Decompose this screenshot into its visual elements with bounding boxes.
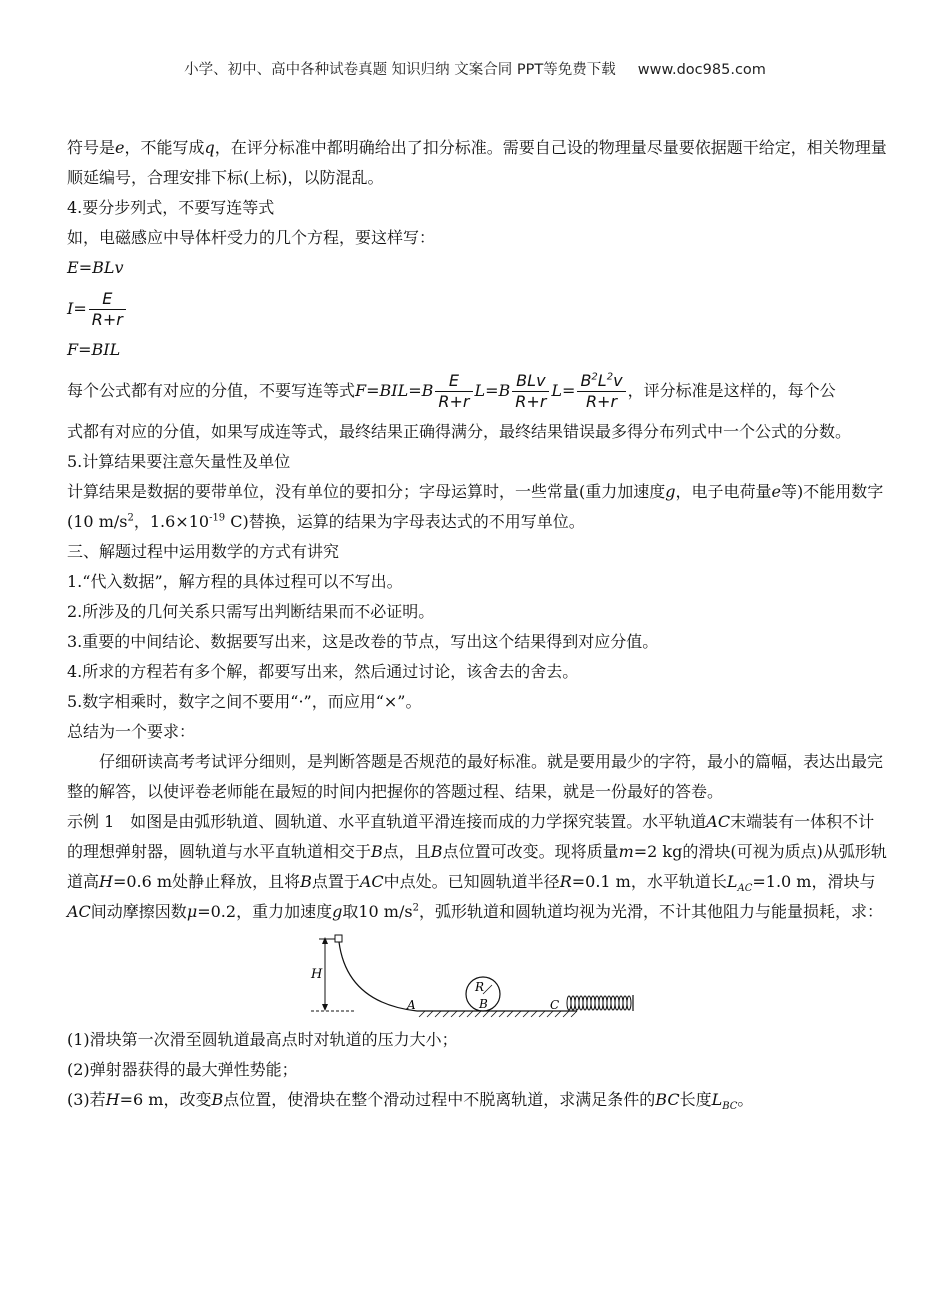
label-b: B bbox=[479, 997, 488, 1011]
equation-emf: E=BLv bbox=[67, 258, 124, 277]
section-4-title: 4.要分步列式，不要写连等式 bbox=[67, 198, 275, 217]
question-2: (2)弹射器获得的最大弹性势能； bbox=[67, 1060, 298, 1079]
paragraph-symbols: 符号是e，不能写成q，在评分标准中都明确给出了扣分标准。需要自己设的物理量尽量要依据题干给定，相关物理量顺延编号，合理安排下标(上标)，以防混乱。 bbox=[67, 138, 887, 187]
question-3: (3)若H=6 m，改变B点位置，使滑块在整个滑动过程中不脱离轨道，求满足条件的BC长度$L_{BC}$。 bbox=[67, 1090, 754, 1113]
list-item-5: 5.数字相乘时，数字之间不要用“·”，而应用“×”。 bbox=[67, 692, 422, 711]
section-3-title: 三、解题过程中运用数学的方式有讲究 bbox=[67, 542, 340, 561]
summary-title: 总结为一个要求： bbox=[67, 722, 196, 741]
paragraph-chain-equation: 每个公式都有对应的分值，不要写连等式F=BIL=B $\frac{E}{R+r}$ L=B $\frac{\text{BLv}}{R+r}$ L= $\frac{B^2L^2v}{R+r}$ ，评分标准是这样的，每个公 bbox=[67, 371, 836, 411]
label-r: R bbox=[475, 980, 485, 994]
height-arrow-bottom bbox=[322, 1004, 328, 1011]
label-h: H bbox=[311, 967, 323, 982]
header-text: 小学、初中、高中各种试卷真题 知识归纳 文案合同 PPT等免费下载 bbox=[184, 62, 616, 78]
track-diagram-svg bbox=[307, 933, 647, 1019]
fraction-2: $\frac{\text{BLv}}{R+r}$ bbox=[512, 371, 549, 412]
list-item-1: 1.“代入数据”，解方程的具体过程可以不写出。 bbox=[67, 572, 403, 591]
list-item-2: 2.所涉及的几何关系只需写出判断结果而不必证明。 bbox=[67, 602, 435, 621]
height-arrow-top bbox=[322, 937, 328, 944]
arc-track bbox=[339, 942, 417, 1011]
example-paragraph: 示例 1 如图是由弧形轨道、圆轨道、水平直轨道平滑连接而成的力学探究装置。水平轨道AC末端装有一体积不计的理想弹射器，圆轨道与水平直轨道相交于B点，且B点位置可改变。现将质量m=2 kg的滑块(可视为质点)从弧形轨道高H=0.6 m处静止释放，且将B点置于AC中点处。已知圆轨道半径R=0.1 m，水平轨道长$L_{AC}=1.0$ m，滑块与AC间动摩擦因数μ=0.2，重力加速度g取10 $m/s^2$，弧形轨道和圆轨道均视为光滑，不计其他阻力与能量损耗，求： bbox=[67, 812, 887, 921]
radius-line bbox=[483, 985, 492, 994]
equation-force: F=BIL bbox=[67, 340, 121, 359]
label-a: A bbox=[407, 998, 416, 1012]
section-4-intro: 如，电磁感应中导体杆受力的几个方程，要这样写： bbox=[67, 228, 436, 247]
paragraph-units: 计算结果是数据的要带单位，没有单位的要扣分；字母运算时，一些常量(重力加速度g，电子电荷量e等)不能用数字(10 $m/s^2$，$1.6\times 10^{-19}$ C)替换，运算的结果为字母表达式的不用写单位。 bbox=[67, 482, 884, 531]
list-item-4: 4.所求的方程若有多个解，都要写出来，然后通过讨论，该舍去的舍去。 bbox=[67, 662, 579, 681]
slider-block bbox=[335, 935, 342, 942]
paragraph-chain-explanation: 式都有对应的分值，如果写成连等式，最终结果正确得满分，最终结果错误最多得分布列式中一个公式的分数。 bbox=[67, 422, 852, 441]
fraction-1: $\frac{E}{R+r}$ bbox=[435, 371, 472, 412]
label-c: C bbox=[550, 998, 560, 1012]
list-item-3: 3.重要的中间结论、数据要写出来，这是改卷的节点，写出这个结果得到对应分值。 bbox=[67, 632, 659, 651]
summary-paragraph: 仔细研读高考考试评分细则，是判断答题是否规范的最好标准。就是要用最少的字符，最小的篇幅，表达出最完整的解答，以使评卷老师能在最短的时间内把握你的答题过程、结果，就是一份最好的答卷。 bbox=[67, 752, 884, 801]
page-header bbox=[0, 58, 950, 79]
fraction-3: $\frac{B^2L^2v}{R+r}$ bbox=[577, 371, 625, 412]
header-url[interactable]: www.doc985.com bbox=[637, 62, 766, 78]
question-1: (1)滑块第一次滑至圆轨道最高点时对轨道的压力大小； bbox=[67, 1030, 458, 1049]
spring-launcher bbox=[567, 996, 631, 1010]
section-5-title: 5.计算结果要注意矢量性及单位 bbox=[67, 452, 291, 471]
equation-current: I= $\frac{E}{R+r}$ bbox=[67, 283, 889, 335]
document-body bbox=[67, 133, 889, 1115]
track-diagram bbox=[67, 933, 889, 1019]
fraction-current: $\frac{E}{R+r}$ bbox=[89, 289, 126, 330]
